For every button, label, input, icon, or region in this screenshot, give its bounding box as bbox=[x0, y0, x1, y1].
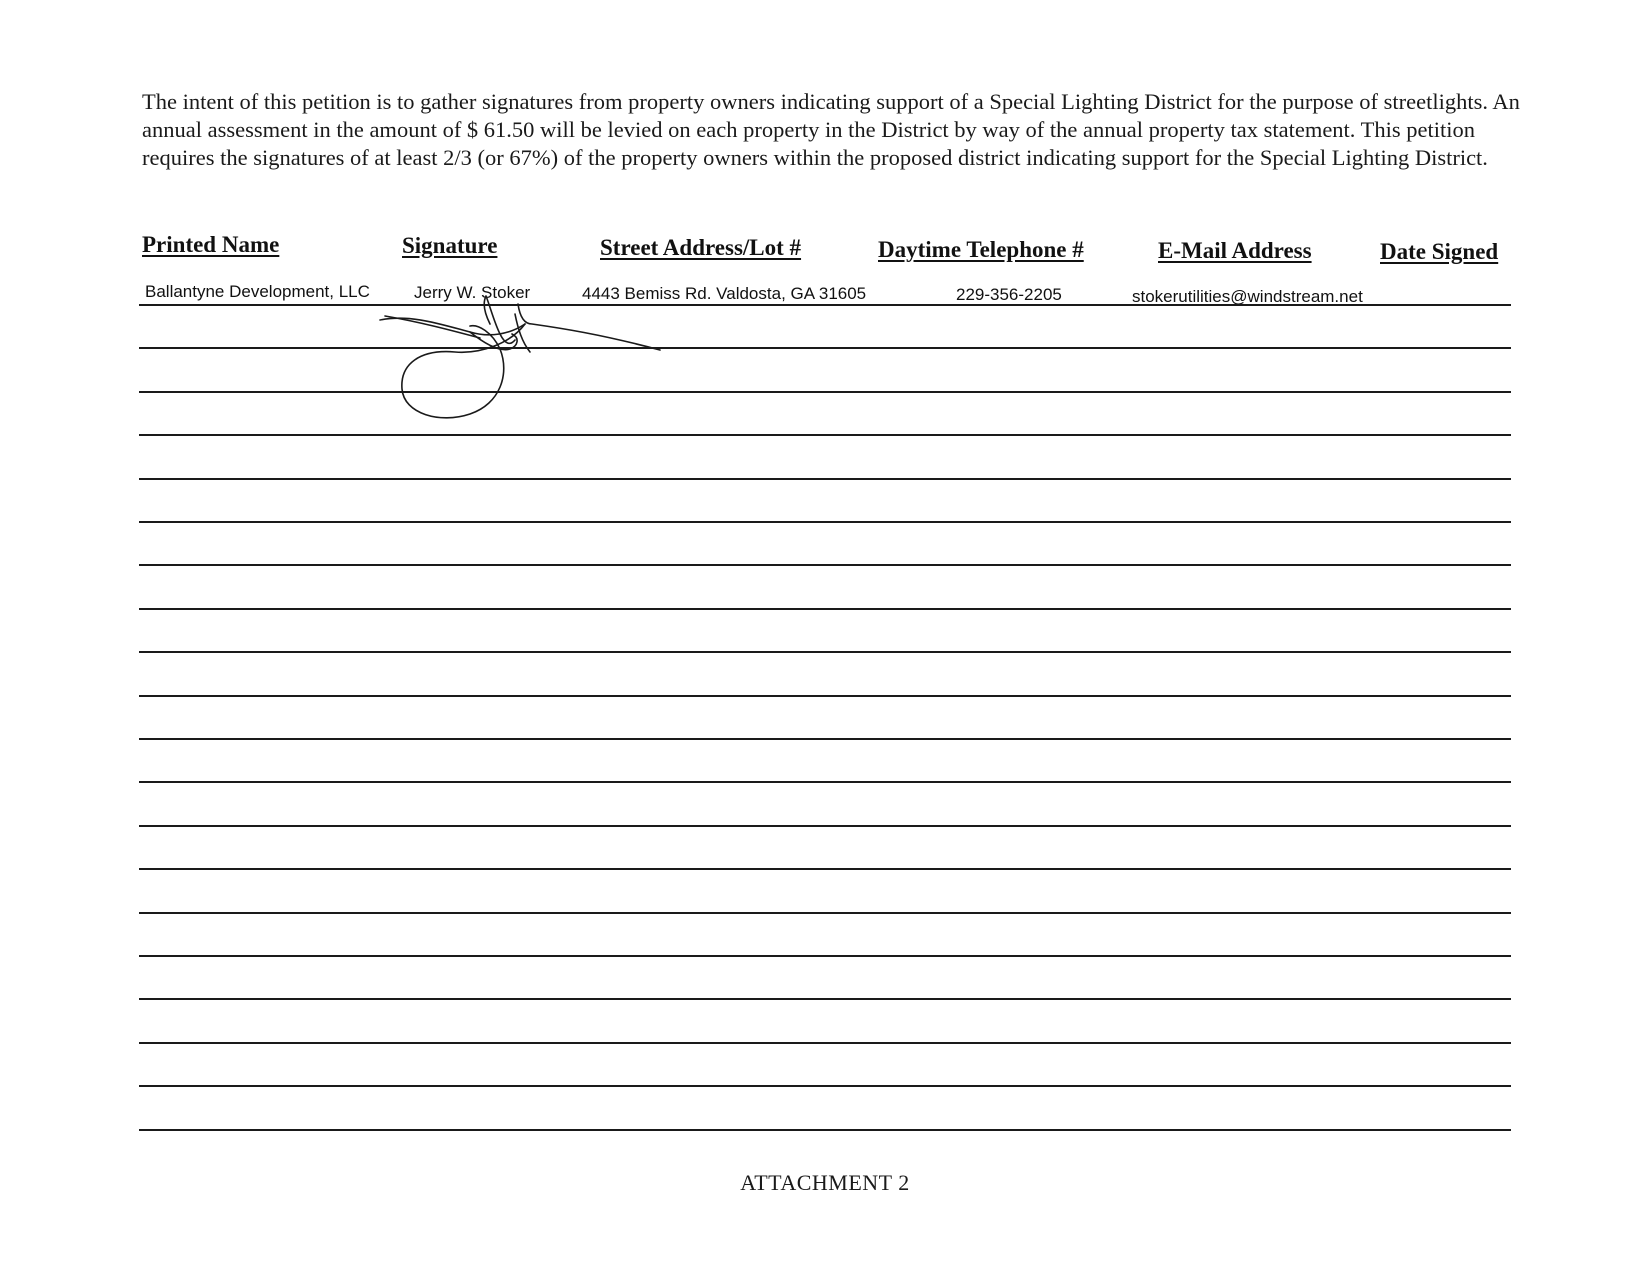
attachment-label: ATTACHMENT 2 bbox=[740, 1170, 910, 1195]
petition-intro-text: The intent of this petition is to gather signatures from property owners indicating support of a Special Lighting District for the purpose of streetlights. An annual assessment in the amount of $ 61.50 will be levied on each property in the District by way of the annual property tax statement. This petition requires the signatures of at least 2/3 (or 67%) of the property owners within the proposed district indicating support for the Special Lighting District. bbox=[142, 89, 1520, 170]
signature-line bbox=[139, 347, 1511, 349]
signature-line bbox=[139, 781, 1511, 783]
entry-signature-name: Jerry W. Stoker bbox=[414, 283, 531, 302]
column-header-email: E-Mail Address bbox=[1158, 238, 1312, 263]
signature-line bbox=[139, 434, 1511, 436]
column-header-date-signed: Date Signed bbox=[1380, 239, 1499, 264]
signature-line bbox=[139, 478, 1511, 480]
entry-street-address: 4443 Bemiss Rd. Valdosta, GA 31605 bbox=[582, 284, 867, 303]
signature-line bbox=[139, 912, 1511, 914]
handwritten-signature bbox=[360, 294, 720, 434]
signature-line bbox=[139, 608, 1511, 610]
signature-line bbox=[139, 868, 1511, 870]
signature-line bbox=[139, 391, 1511, 393]
signature-line bbox=[139, 521, 1511, 523]
entry-email: stokerutilities@windstream.net bbox=[1132, 287, 1363, 306]
signature-line bbox=[139, 998, 1511, 1000]
signature-line bbox=[139, 955, 1511, 957]
signature-line bbox=[139, 1042, 1511, 1044]
entry-printed-name: Ballantyne Development, LLC bbox=[145, 282, 370, 301]
signature-line bbox=[139, 825, 1511, 827]
signature-line bbox=[139, 651, 1511, 653]
signature-line bbox=[139, 1085, 1511, 1087]
column-header-printed-name: Printed Name bbox=[142, 232, 280, 257]
signature-line bbox=[139, 738, 1511, 740]
column-header-telephone: Daytime Telephone # bbox=[878, 237, 1084, 262]
column-header-signature: Signature bbox=[402, 233, 498, 258]
signature-line bbox=[139, 1129, 1511, 1131]
entry-telephone: 229-356-2205 bbox=[956, 285, 1062, 304]
signature-line bbox=[139, 564, 1511, 566]
signature-line bbox=[139, 695, 1511, 697]
column-header-street-address: Street Address/Lot # bbox=[600, 235, 802, 260]
signature-line bbox=[139, 304, 1511, 306]
